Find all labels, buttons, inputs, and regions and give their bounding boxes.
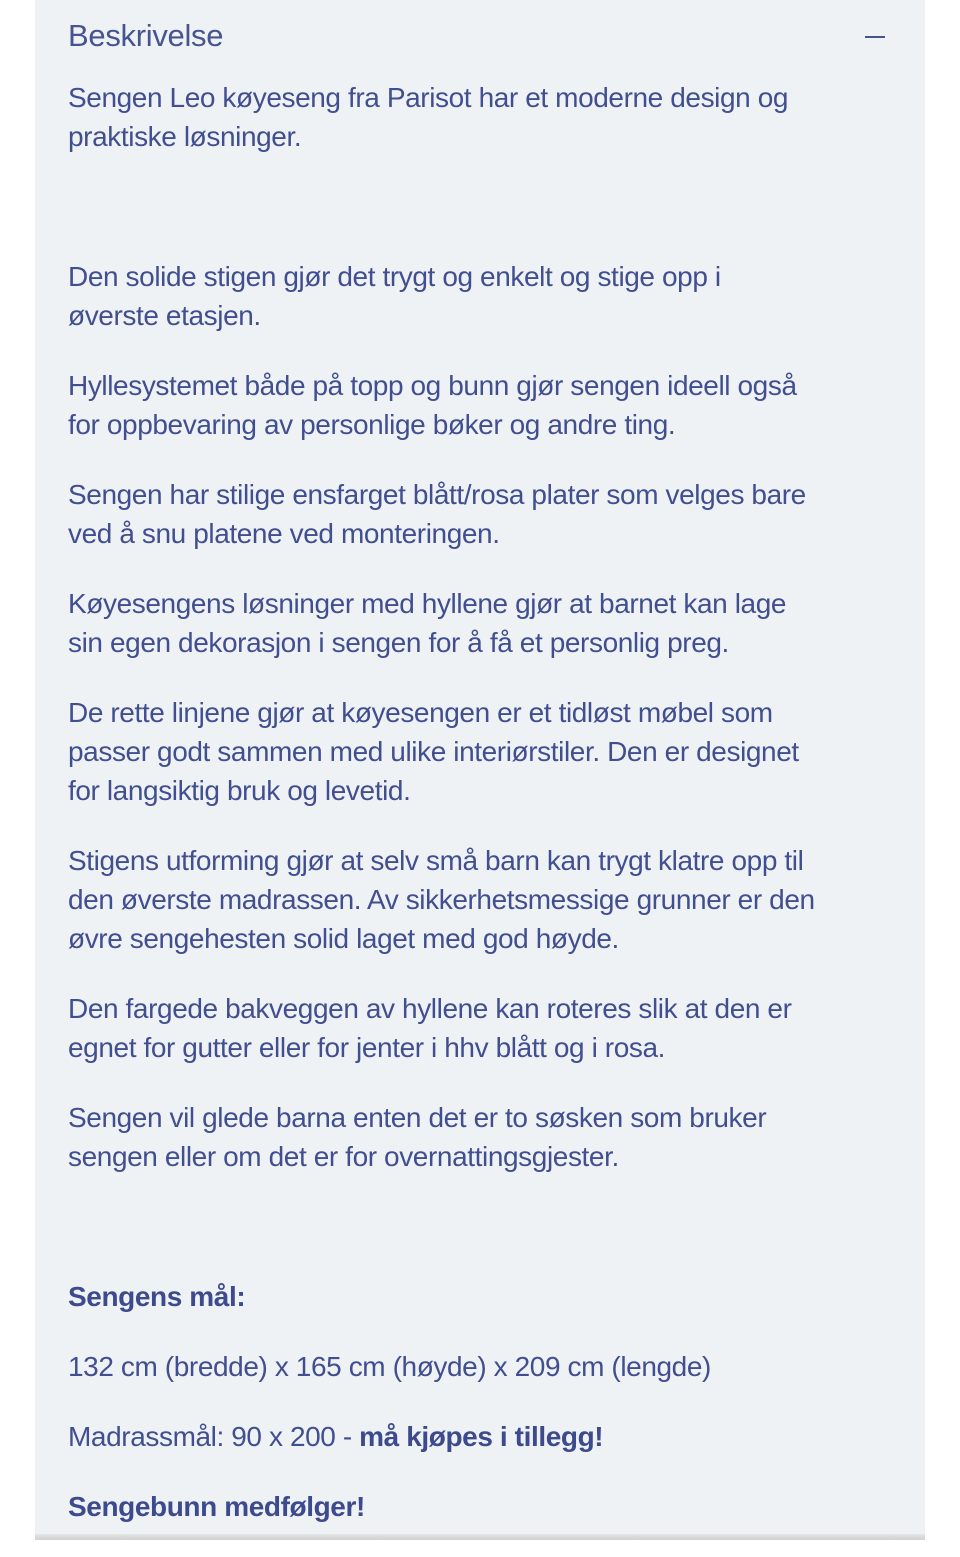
text-line: Sengen Leo køyeseng fra Parisot har et moderne design og	[68, 82, 789, 113]
description-paragraph	[68, 989, 908, 1067]
description-paragraph	[68, 366, 908, 444]
text-line: Den fargede bakveggen av hyllene kan roteres slik at den er	[68, 993, 792, 1024]
description-paragraph	[68, 693, 908, 810]
description-panel	[35, 0, 925, 1540]
text-line: den øverste madrassen. Av sikkerhetsmessige grunner er den	[68, 884, 815, 915]
mattress-info	[68, 1417, 908, 1456]
minus-icon[interactable]	[865, 36, 885, 38]
text-line: Sengen vil glede barna enten det er to søsken som bruker	[68, 1102, 767, 1133]
section-title[interactable]: Beskrivelse	[68, 18, 224, 53]
text-line: ved å snu platene ved monteringen.	[68, 518, 500, 549]
dimensions-heading	[68, 1277, 908, 1316]
text-line: Sengens mål:	[68, 1281, 246, 1312]
text-line: øvre sengehesten solid laget med god høyde.	[68, 923, 619, 954]
text-line: Stigens utforming gjør at selv små barn kan trygt klatre opp til	[68, 845, 804, 876]
bottom-edge	[35, 1534, 925, 1540]
text-line: for oppbevaring av personlige bøker og andre ting.	[68, 409, 676, 440]
text-line: for langsiktig bruk og levetid.	[68, 775, 411, 806]
description-paragraph	[68, 257, 908, 335]
description-paragraph	[68, 841, 908, 958]
description-paragraph	[68, 584, 908, 662]
mattress-label: Madrassmål: 90 x 200 -	[68, 1421, 360, 1452]
description-paragraph	[68, 475, 908, 553]
description-content	[68, 78, 908, 1557]
text-line: sin egen dekorasjon i sengen for å få et personlig preg.	[68, 627, 729, 658]
text-line: praktiske løsninger.	[68, 121, 302, 152]
text-line: sengen eller om det er for overnattingsgjester.	[68, 1141, 619, 1172]
text-line: passer godt sammen med ulike interiørstiler. Den er designet	[68, 736, 799, 767]
text-line: 132 cm (bredde) x 165 cm (høyde) x 209 cm (lengde)	[68, 1351, 711, 1382]
base-note	[68, 1487, 908, 1526]
text-line: Den solide stigen gjør det trygt og enkelt og stige opp i	[68, 261, 721, 292]
text-line: øverste etasjen.	[68, 300, 261, 331]
text-line: egnet for gutter eller for jenter i hhv blått og i rosa.	[68, 1032, 666, 1063]
text-line: Sengen har stilige ensfarget blått/rosa plater som velges bare	[68, 479, 806, 510]
dimensions	[68, 1347, 908, 1386]
intro-paragraph	[68, 78, 908, 156]
text-line: De rette linjene gjør at køyesengen er et tidløst møbel som	[68, 697, 773, 728]
text-line: Sengebunn medfølger!	[68, 1491, 365, 1522]
mattress-note: må kjøpes i tillegg!	[359, 1421, 604, 1452]
text-line: Hyllesystemet både på topp og bunn gjør sengen ideell også	[68, 370, 797, 401]
description-paragraph	[68, 1098, 908, 1176]
text-line: Køyesengens løsninger med hyllene gjør at barnet kan lage	[68, 588, 787, 619]
